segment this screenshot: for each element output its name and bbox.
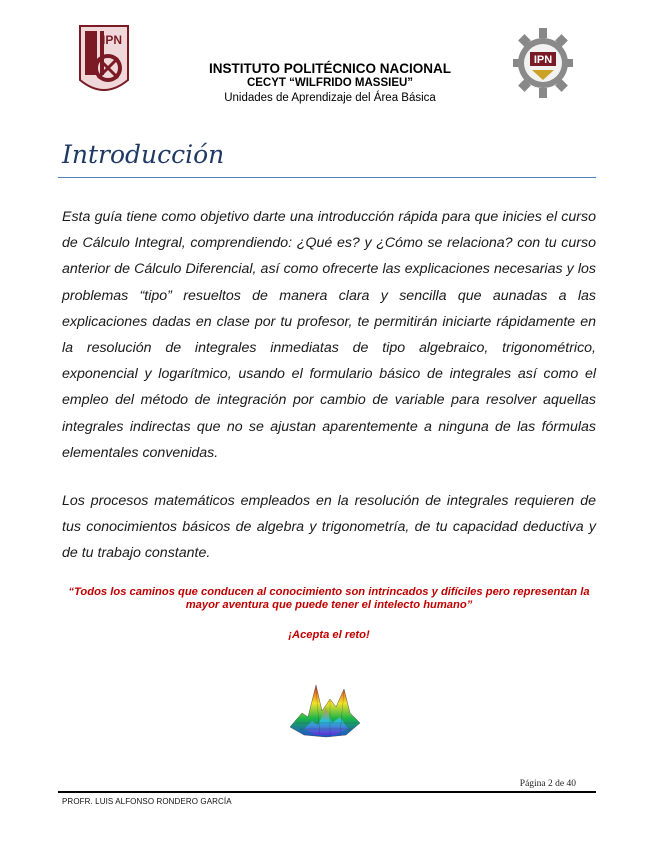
title-divider — [58, 177, 596, 178]
quote-text: “Todos los caminos que conducen al conocimiento son intrincados y difíciles pero representan la mayor aventura que puede tener el intelecto humano” — [68, 586, 590, 611]
logo-right-text: IPN — [533, 54, 553, 66]
unit-name: Unidades de Aprendizaje del Área Básica — [224, 92, 436, 104]
logo-left-text: IPN — [101, 33, 123, 47]
page-number: Página 2 de 40 — [519, 779, 576, 789]
quote-call: ¡Acepta el reto! — [288, 629, 370, 641]
ipn-gear-icon — [512, 26, 574, 102]
ipn-logo-left — [76, 22, 132, 102]
ipn-logo-right — [512, 26, 574, 102]
intro-paragraph-2: Los procesos matemáticos empleados en la resolución de integrales requieren de tus conocimientos básicos de algebra y trigonometría, de tu capacidad deductiva y de tu trabajo constante. — [62, 493, 596, 562]
institution-name: INSTITUTO POLITÉCNICO NACIONAL — [209, 61, 451, 76]
intro-paragraph-1: Esta guía tiene como objetivo darte una introducción rápida para que inicies el curso de Cálculo Integral, comprendiendo: ¿Qué es? y ¿Cómo se relaciona? con tu curso anterior de Cálculo Diferencial, así como ofrecerte las explicaciones necesarias y los problemas “tipo” resueltos de manera clara y sencilla que aunadas a las explicaciones dadas en clase por tu profesor, te permitirán iniciarte rápidamente en la resolución de integrales inmediatas de tipo algebraico, trigonométrico, exponencial y logarítmico, usando el formulario básico de integrales así como el empleo del método de integración por cambio de variable para resolver aquellas integrales indirectas que no se ajustan aparentemente a ninguna de las fórmulas elementales convenidas. — [62, 209, 596, 461]
surface-plot-icon — [286, 677, 364, 739]
footer-author: PROFR. LUIS ALFONSO RONDERO GARCÍA — [62, 797, 232, 806]
ipn-shield-icon — [76, 22, 132, 102]
school-name: CECYT “WILFRIDO MASSIEU” — [246, 77, 414, 89]
footer-divider — [58, 791, 596, 793]
surface-plot-figure — [286, 677, 364, 739]
section-title: Introducción — [62, 140, 225, 169]
